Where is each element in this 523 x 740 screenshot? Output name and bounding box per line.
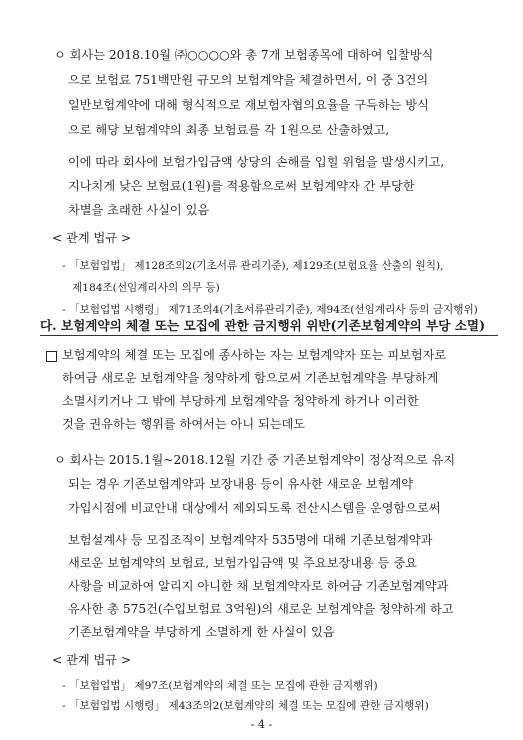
text-line: 새로운 보험계약의 보험료, 보험가입금액 및 주요보장내용 등 중요: [68, 556, 417, 570]
page-number: - 4 -: [250, 718, 273, 731]
related-laws-title: < 관계 법규 >: [52, 231, 132, 245]
law-line: - 「보험업법」 제128조의2(기초서류 관리기준), 제129조(보험요율 산출의 원칙),: [62, 260, 444, 272]
text-line: 소멸시키거나 그 밖에 부당하게 보험계약을 청약하게 하거나 이러한: [62, 394, 419, 408]
law-line: 제184조(선임계리사의 의무 등): [72, 282, 220, 294]
section-underline: [40, 335, 498, 336]
text-line: ㅇ 회사는 2018.10월 ㈜○○○○와 총 7개 보험종목에 대하여 입찰방식: [54, 48, 434, 62]
text-line: 되는 경우 기존보험계약과 보장내용 등이 유사한 새로운 보험계약: [68, 477, 413, 491]
text-line: 지나치게 낮은 보험료(1원)를 적용함으로써 보험계약자 간 부당한: [68, 179, 415, 193]
law-line: - 「보험업법 시행령」 제71조의4(기초서류관리기준), 제94조(선임계리사 등의 금지행위): [62, 304, 478, 316]
text-line: 하여금 새로운 보험계약을 청약하게 함으로써 기존보험계약을 부당하게: [62, 371, 439, 385]
text-line: 으로 보험료 751백만원 규모의 보험계약을 체결하면서, 이 중 3건의: [68, 73, 429, 87]
section-heading: 다. 보험계약의 체결 또는 모집에 관한 금지행위 위반(기존보험계약의 부당 소멸): [40, 318, 486, 333]
text-line: 것을 권유하는 행위를 하여서는 아니 되는데도: [62, 417, 306, 431]
text-line: ㅇ 회사는 2015.1월~2018.12월 기간 중 기존보험계약이 정상적으로 유지: [54, 453, 456, 467]
text-line: 사항을 비교하여 알리지 아니한 채 보험계약자로 하여금 기존보험계약과: [68, 579, 449, 593]
text-line: 으로 해당 보험계약의 최종 보험료를 각 1원으로 산출하였고,: [68, 123, 390, 137]
related-laws-title: < 관계 법규 >: [52, 653, 132, 667]
text-line: 기존보험계약을 부당하게 소멸하게 한 사실이 있음: [68, 625, 335, 639]
text-line: 일반보험계약에 대해 형식적으로 재보험자협의요율을 구득하는 방식: [68, 98, 429, 112]
law-line: - 「보험업법」 제97조(보험계약의 체결 또는 모집에 관한 금지행위): [62, 680, 378, 692]
text-line: 이에 따라 회사에 보험가입금액 상당의 손해를 입힐 위험을 발생시키고,: [68, 155, 445, 169]
text-line: 가입시점에 비교안내 대상에서 제외되도록 전산시스템을 운영함으로써: [68, 501, 441, 515]
text-line: 유사한 총 575건(수입보험료 3억원)의 새로운 보험계약을 청약하게 하고: [68, 602, 454, 616]
text-line: 보험계약의 체결 또는 모집에 종사하는 자는 보험계약자 또는 피보험자로: [62, 348, 447, 362]
text-line: 차별을 초래한 사실이 있음: [68, 203, 210, 217]
text-line: 보험설계사 등 모집조직이 보험계약자 535명에 대해 기존보험계약과: [68, 533, 433, 547]
law-line: - 「보험업법 시행령」 제43조의2(보험계약의 체결 또는 모집에 관한 금지행위): [62, 700, 429, 712]
checkbox-bullet-icon: [46, 351, 57, 362]
